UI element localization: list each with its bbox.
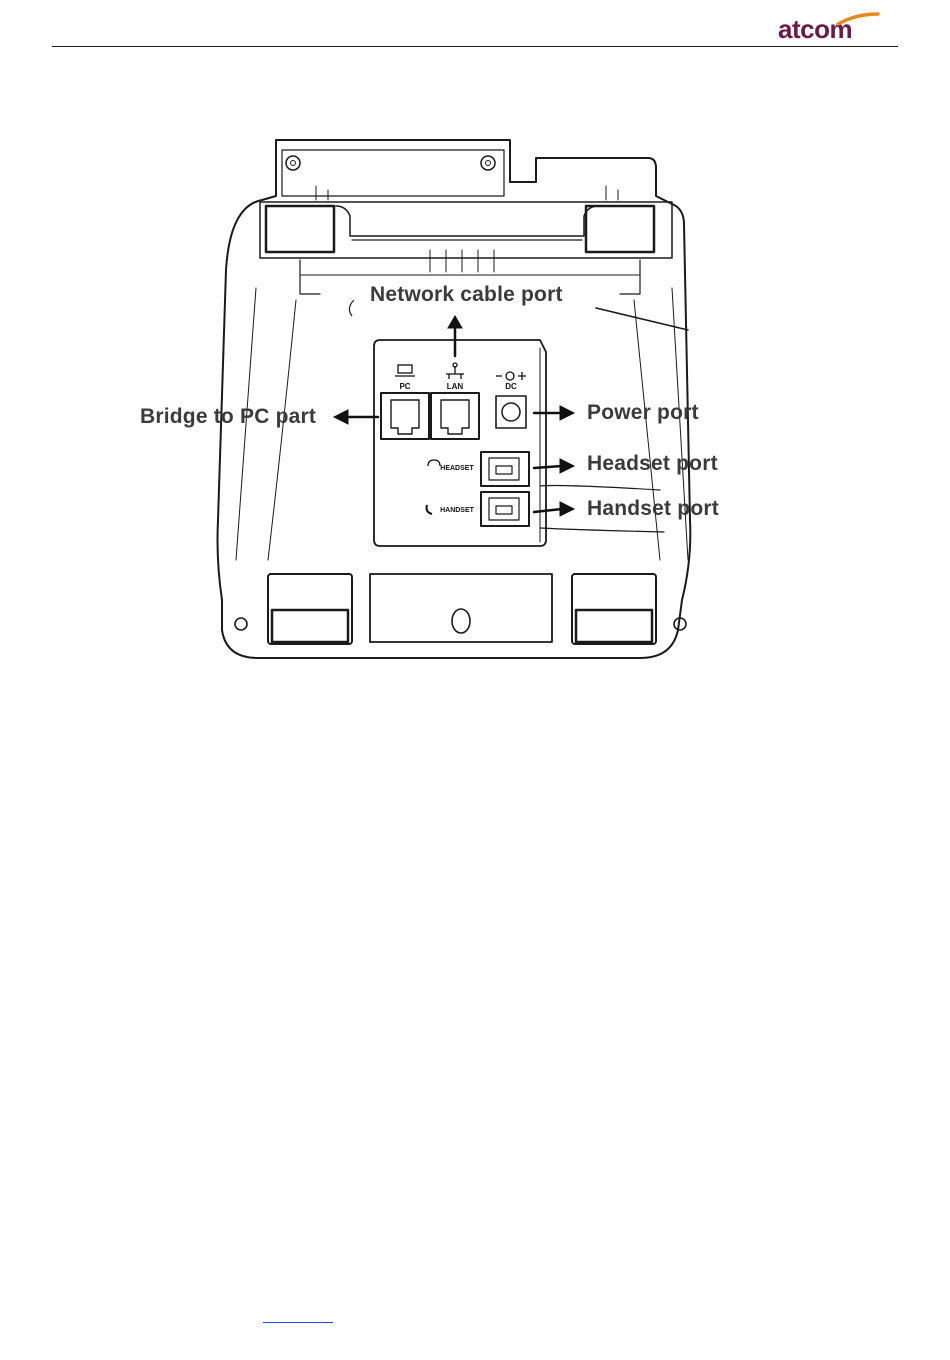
pc-port-label: PC: [399, 382, 411, 391]
logo-text: atcom: [778, 14, 853, 44]
headset-arrow: [534, 466, 562, 468]
footer-link[interactable]: [263, 1306, 333, 1323]
headset-icon: [428, 460, 440, 466]
bridge-to-pc-label: Bridge to PC part: [140, 405, 317, 428]
power-port-label: Power port: [587, 401, 699, 424]
headset-port-callout: Headset port: [587, 452, 718, 475]
network-cable-port-label: Network cable port: [370, 283, 563, 306]
dc-jack: [496, 396, 526, 428]
handset-icon: [427, 505, 432, 514]
handset-port-label: HANDSET: [440, 507, 474, 514]
phone-base-outline: [218, 140, 691, 658]
headset-jack: [481, 452, 529, 486]
handset-port-callout: Handset port: [587, 497, 719, 520]
handset-arrow: [534, 509, 562, 512]
handset-jack: [481, 492, 529, 526]
lan-port-label: LAN: [446, 382, 464, 391]
pc-icon: [398, 365, 412, 373]
dc-port-label: DC: [505, 382, 517, 391]
lan-icon: [446, 366, 464, 379]
headset-port-label: HEADSET: [440, 465, 474, 472]
port-panel: [374, 340, 546, 546]
